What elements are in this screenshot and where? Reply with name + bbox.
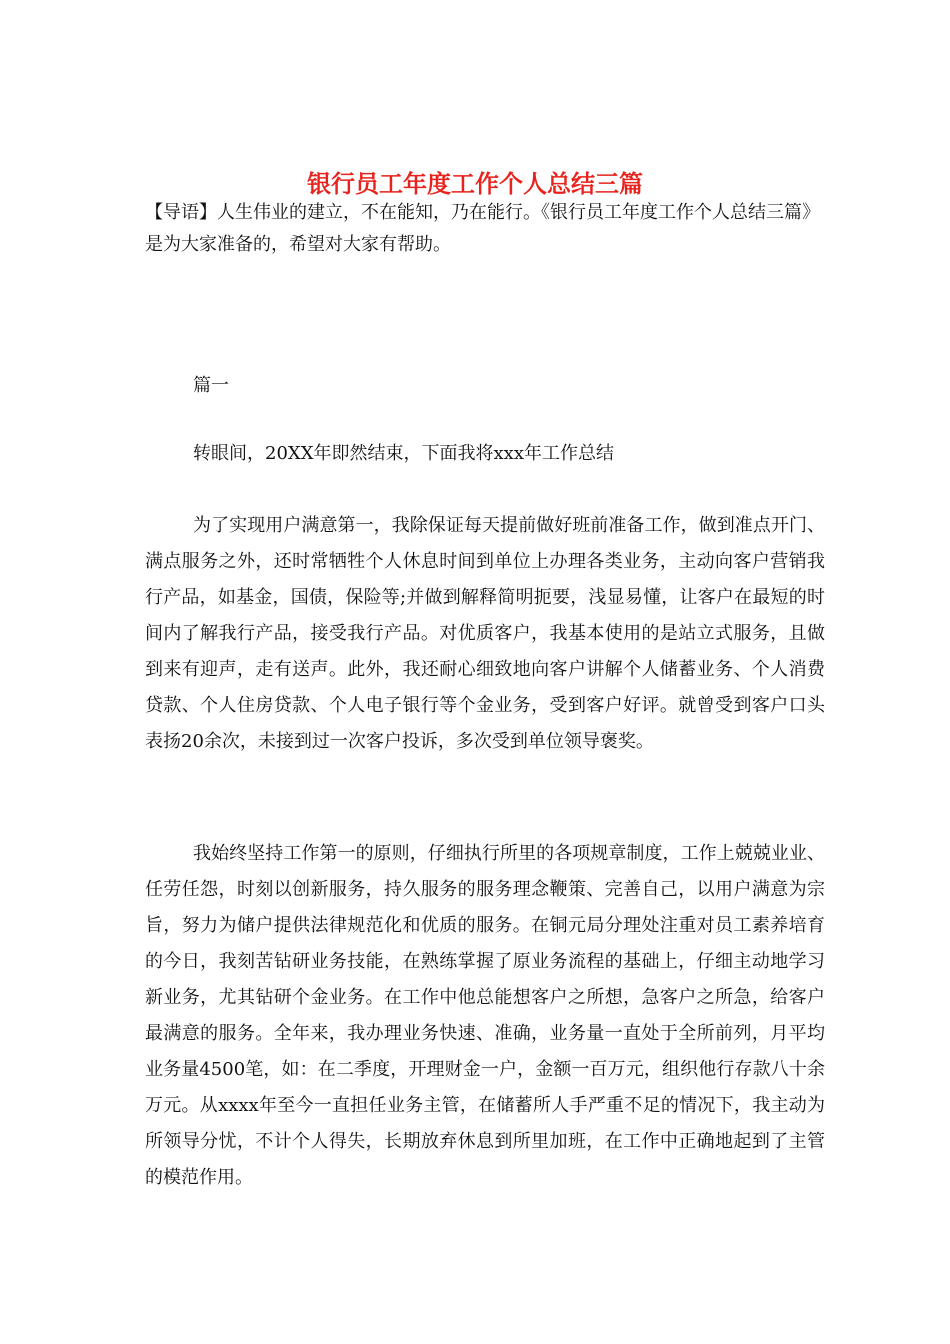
document-title: 银行员工年度工作个人总结三篇 <box>307 169 643 199</box>
body-paragraph <box>145 436 825 472</box>
body-paragraph <box>145 836 825 1196</box>
paragraph-text: 为了实现用户满意第一，我除保证每天提前做好班前准备工作，做到准点开门、满点服务之外，还时常牺牲个人休息时间到单位上办理各类业务，主动向客户营销我行产品，如基金，国债，保险等;并做到解释简明扼要，浅显易懂，让客户在最短的时间内了解我行产品，接受我行产品。对优质客户，我基本使用的是站立式服务，且做到来有迎声，走有送声。此外，我还耐心细致地向客户讲解个人储蓄业务、个人消费贷款、个人住房贷款、个人电子银行等个金业务，受到客户好评。就曾受到客户口头表扬20余次，未接到过一次客户投诉，多次受到单位领导褒奖。 <box>145 515 825 752</box>
intro-paragraph: 【导语】人生伟业的建立，不在能知，乃在能行。《银行员工年度工作个人总结三篇》是为大家准备的，希望对大家有帮助。 <box>145 202 820 255</box>
paragraph-text: 我始终坚持工作第一的原则，仔细执行所里的各项规章制度，工作上兢兢业业、任劳任怨，时刻以创新服务，持久服务的服务理念鞭策、完善自己，以用户满意为宗旨，努力为储户提供法律规范化和优质的服务。在铜元局分理处注重对员工素养培育的今日，我刻苦钻研业务技能，在熟练掌握了原业务流程的基础上，仔细主动地学习新业务，尤其钻研个金业务。在工作中他总能想客户之所想，急客户之所急，给客户最满意的服务。全年来，我办理业务快速、准确，业务量一直处于全所前列，月平均业务量4500笔，如：在二季度，开理财金一户，金额一百万元，组织他行存款八十余万元。从xxxx年至今一直担任业务主管，在储蓄所人手严重不足的情况下，我主动为所领导分忧，不计个人得失，长期放弃休息到所里加班，在工作中正确地起到了主管的模范作用。 <box>145 843 825 1188</box>
body-paragraph <box>145 508 825 760</box>
paragraph-text: 转眼间，20XX年即然结束，下面我将xxx年工作总结 <box>193 443 614 464</box>
section-heading: 篇一 <box>193 375 229 396</box>
